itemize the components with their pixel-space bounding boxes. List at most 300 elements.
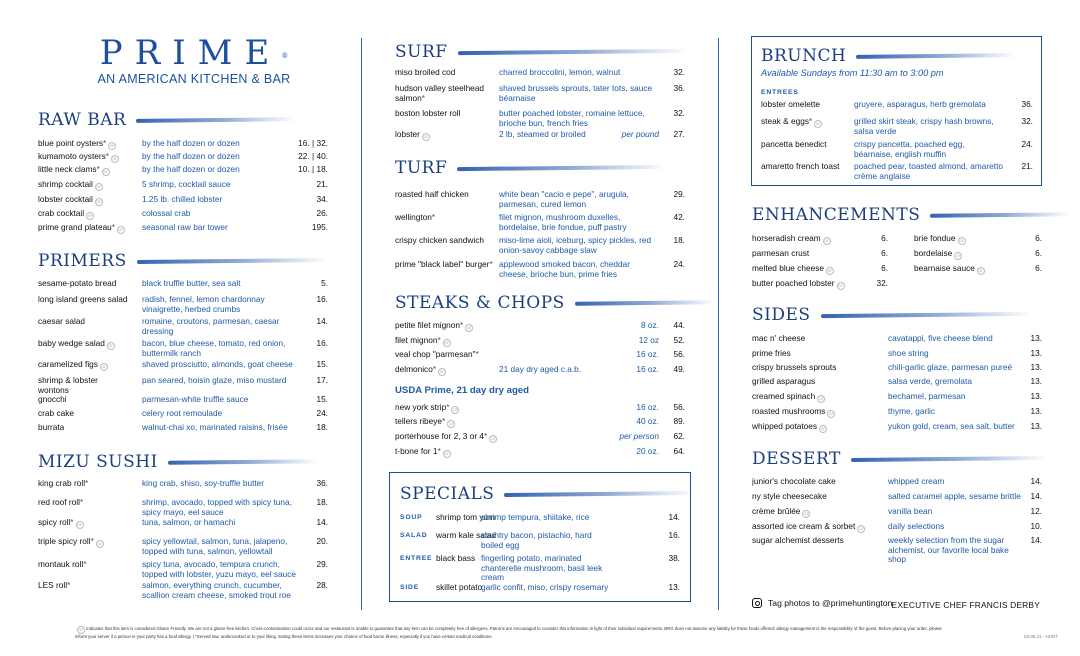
item-name <box>395 417 455 428</box>
brush-stroke <box>458 49 688 55</box>
item-price: 62. <box>673 431 685 441</box>
item-description: colossal crab <box>142 208 191 218</box>
raw-marker: * <box>442 416 446 426</box>
item-name <box>752 507 810 518</box>
section-title-text: STEAKS & CHOPS <box>395 293 565 313</box>
item-name <box>38 339 115 350</box>
item-name-text: creamed spinach <box>752 391 816 401</box>
item-price: 6. <box>881 248 888 258</box>
item-name-text: mac n' cheese <box>752 333 806 343</box>
item-name-text: crispy brussels sprouts <box>752 362 837 372</box>
section-title-text: DESSERT <box>752 449 841 469</box>
item-price: 20. <box>316 536 328 546</box>
item-description: cavatappi, five cheese blend <box>888 333 993 343</box>
item-description: parmesan-white truffle sauce <box>142 394 249 404</box>
item-name <box>752 477 836 487</box>
entrees-label: ENTREES <box>761 89 799 96</box>
item-name <box>752 264 834 275</box>
item-price: 10. <box>1030 521 1042 531</box>
item-name-text: lobster <box>395 129 420 139</box>
social-text: Tag photos to @primehuntington <box>768 598 893 608</box>
raw-marker: * <box>421 92 425 103</box>
item-price: 34. <box>316 194 328 204</box>
item-price: 89. <box>673 416 685 426</box>
item-price: 18. <box>316 422 328 432</box>
section-title <box>752 305 1042 325</box>
raw-marker: * <box>484 431 488 441</box>
item-name-text: prime fries <box>752 348 791 358</box>
item-name-text: sesame-potato bread <box>38 278 117 288</box>
item-size: per pound <box>621 129 659 139</box>
section-specials <box>400 484 680 592</box>
section-steaks-chops <box>395 293 685 456</box>
item-name-text: shrimp tom yum <box>436 512 496 522</box>
item-size: 12 oz <box>638 335 659 345</box>
item-description: vanilla bean <box>888 506 933 516</box>
brush-stroke <box>504 491 694 497</box>
item-name <box>752 334 805 344</box>
item-name <box>395 190 469 200</box>
item-name-text: miso broiled cod <box>395 67 456 77</box>
item-description: chili-garlic glaze, parmesan pureé <box>888 362 1013 372</box>
item-name <box>38 395 67 405</box>
item-description: crispy pancetta, poached egg, béarnaise, english muffin <box>854 139 965 159</box>
item-description: yukon gold, cream, sea salt, butter <box>888 421 1015 431</box>
item-description: salsa verde, gremolata <box>888 376 972 386</box>
gluten-friendly-icon: GF <box>108 344 114 348</box>
item-price: 36. <box>1021 99 1033 109</box>
item-price: 36. <box>673 83 685 93</box>
item-description: bacon, blue cheese, tomato, red onion, buttermilk ranch <box>142 338 286 358</box>
gluten-friendly-icon: GF <box>448 422 454 426</box>
section-raw-bar <box>38 110 328 240</box>
item-size: per person <box>619 431 659 441</box>
item-name-text: long island greens salad <box>38 294 128 304</box>
item-description: king crab, shiso, soy-truffle butter <box>142 478 265 488</box>
item-name-text: new york strip <box>395 402 447 412</box>
item-price: 13. <box>1030 376 1042 386</box>
gluten-friendly-icon: GF <box>118 228 124 232</box>
raw-marker: * <box>105 151 110 161</box>
item-price: 32. <box>673 67 685 77</box>
raw-marker: * <box>111 222 116 232</box>
item-name-text: caesar salad <box>38 316 86 326</box>
item-name-text: crème brûlée <box>752 506 801 516</box>
item-description: spicy tuna, avocado, tempura crunch, topped with lobster, yuzu mayo, eel sauce <box>142 559 297 579</box>
item-price: 15. <box>316 394 328 404</box>
item-name-text: amaretto french toast <box>761 161 840 171</box>
item-name-text: petite filet mignon <box>395 320 461 330</box>
item-description: thyme, garlic <box>888 406 936 416</box>
item-price: 17. <box>316 375 328 385</box>
item-name-text: steak & eggs <box>761 116 809 126</box>
item-price: 14. <box>1030 491 1042 501</box>
item-name-text: warm kale salad <box>436 530 496 540</box>
gluten-friendly-icon: GF <box>96 200 102 204</box>
brush-stroke <box>137 258 327 264</box>
item-name <box>752 536 844 546</box>
item-name-text: bordelaise <box>914 248 953 258</box>
gluten-friendly-icon: GF <box>959 239 964 243</box>
section-title-text: PRIMERS <box>38 251 127 271</box>
item-price: 44. <box>673 320 685 330</box>
item-name-text: prime "black label" burger <box>395 259 490 269</box>
item-size: 16 oz. <box>636 349 659 359</box>
item-name-text: crab cocktail <box>38 208 85 218</box>
brush-stroke <box>856 53 1016 59</box>
item-name <box>914 264 985 275</box>
item-name <box>761 100 820 110</box>
item-name <box>752 522 865 533</box>
item-name-text: little neck clams <box>38 164 97 174</box>
item-name-text: wellington <box>395 212 432 222</box>
item-name <box>395 84 495 103</box>
item-name <box>38 295 127 305</box>
item-name-text: bearnaise sauce <box>914 263 975 273</box>
section-title <box>38 251 328 271</box>
section-primers <box>38 251 328 432</box>
item-name <box>395 350 479 360</box>
item-name <box>761 140 827 150</box>
raw-marker: * <box>446 402 450 412</box>
gluten-friendly-icon: GF <box>97 542 103 546</box>
item-price: 18. <box>316 497 328 507</box>
section-title-text: BRUNCH <box>761 46 847 66</box>
brunch-availability: Available Sundays from 11:30 am to 3:00 pm <box>761 68 944 78</box>
item-description: daily selections <box>888 521 945 531</box>
item-name-text: shrimp & lobster wontons <box>38 375 98 395</box>
raw-marker: * <box>808 116 813 126</box>
gluten-friendly-icon: GF <box>444 341 450 345</box>
item-price: 12. <box>1030 506 1042 516</box>
item-size: 16 oz. <box>636 402 659 412</box>
item-name <box>395 403 459 414</box>
item-name-text: skillet potato <box>436 582 483 592</box>
gluten-friendly-icon: GF <box>444 452 450 456</box>
gluten-friendly-icon: GF <box>101 365 107 369</box>
social-tag <box>752 598 892 608</box>
item-name <box>914 234 966 245</box>
item-name <box>38 581 70 591</box>
item-description: by the half dozen or dozen <box>142 164 240 174</box>
item-name <box>38 139 116 150</box>
item-price: 13. <box>668 582 680 592</box>
enhancements-right <box>914 205 1042 305</box>
item-name <box>38 195 103 206</box>
column-divider <box>361 38 362 610</box>
item-price: 32. <box>673 108 685 118</box>
item-description: 2 lb, steamed or broiled <box>499 129 586 139</box>
raw-marker: * <box>437 446 441 456</box>
item-price: 64. <box>673 446 685 456</box>
gluten-friendly-icon: GF <box>978 269 984 273</box>
raw-marker: * <box>475 349 479 359</box>
brush-stroke <box>136 117 296 123</box>
item-name-text: roasted mushrooms <box>752 406 826 416</box>
item-price: 13. <box>1030 333 1042 343</box>
raw-marker: * <box>103 138 107 148</box>
item-name-text: LES roll <box>38 580 68 590</box>
item-size: 8 oz. <box>641 320 659 330</box>
item-price: 27. <box>673 129 685 139</box>
item-name <box>38 209 94 220</box>
section-title <box>752 449 1042 469</box>
item-name-text: red roof roll <box>38 497 80 507</box>
item-name-text: lobster cocktail <box>38 194 93 204</box>
item-size: 16 oz. <box>636 364 659 374</box>
item-price: 16. <box>316 294 328 304</box>
item-name-text: lobster omelette <box>761 99 821 109</box>
section-title-text: SURF <box>395 42 448 62</box>
item-name-text: triple spicy roll <box>38 536 91 546</box>
item-price: 32. <box>876 278 888 288</box>
item-description: charred broccolini, lemon, walnut <box>499 67 621 77</box>
item-name-text: gnocchi <box>38 394 67 404</box>
item-price: 24. <box>673 259 685 269</box>
section-title <box>400 484 680 504</box>
gluten-friendly-icon: GF <box>838 284 844 288</box>
item-description: country bacon, pistachio, hard boiled egg <box>481 530 592 550</box>
item-price: 6. <box>1035 263 1042 273</box>
item-name-text: melted blue cheese <box>752 263 824 273</box>
item-description: shrimp, avocado, topped with spicy tuna, spicy mayo, eel sauce <box>142 497 292 517</box>
item-name <box>38 560 86 570</box>
item-name-text: kumamoto oysters <box>38 151 106 161</box>
item-size: 20 oz. <box>636 446 659 456</box>
section-dessert <box>752 449 1042 564</box>
item-name-text: delmonico <box>395 364 433 374</box>
item-name <box>38 423 64 433</box>
brush-stroke <box>168 459 318 465</box>
raw-marker: * <box>460 320 464 330</box>
item-name-text: hudson valley steelhead salmon <box>395 83 485 103</box>
item-description: gruyere, asparagus, herb gremolata <box>854 99 986 109</box>
item-price: 18. <box>673 235 685 245</box>
special-category: ENTREE <box>400 555 433 562</box>
item-price: 42. <box>673 212 685 222</box>
gluten-friendly-icon: GF <box>803 512 809 516</box>
item-price: 13. <box>1030 391 1042 401</box>
item-description: butter poached lobster, romaine lettuce, brioche bun, french fries <box>499 108 645 128</box>
special-category: SALAD <box>400 532 428 539</box>
raw-marker: * <box>432 364 437 374</box>
item-name-text: black bass <box>436 553 476 563</box>
item-name-text: blue point oysters <box>38 138 104 148</box>
item-name-text: tellers ribeye <box>395 416 443 426</box>
executive-chef: EXECUTIVE CHEF FRANCIS DERBY <box>891 600 1040 610</box>
gluten-friendly-icon: GF <box>109 144 115 148</box>
item-name <box>395 130 430 141</box>
item-name <box>38 165 110 176</box>
column-divider <box>718 38 719 610</box>
item-name-text: horseradish cream <box>752 233 821 243</box>
section-title-text: ENHANCEMENTS <box>752 205 921 225</box>
item-name <box>38 152 119 163</box>
raw-marker: * <box>83 559 87 569</box>
item-price: 16. <box>316 338 328 348</box>
usda-label: USDA Prime, 21 day dry aged <box>395 385 530 396</box>
item-price: 21. <box>316 179 328 189</box>
item-name <box>752 249 809 259</box>
item-name <box>38 360 108 371</box>
item-price: 49. <box>673 364 685 374</box>
gluten-friendly-icon: GF <box>815 122 821 126</box>
item-price: 14. <box>668 512 680 522</box>
item-price: 22. | 40. <box>298 151 328 161</box>
item-name-text: caramelized figs <box>38 359 98 369</box>
section-title-text: SPECIALS <box>400 484 495 504</box>
item-name <box>752 407 835 418</box>
item-description: 1.25 lb. chilled lobster <box>142 194 223 204</box>
item-price: 28. <box>316 580 328 590</box>
item-description: shoe string <box>888 348 929 358</box>
section-enhancements <box>752 205 1042 288</box>
instagram-icon <box>752 598 762 608</box>
gluten-friendly-icon: GF <box>820 427 826 431</box>
section-title <box>38 452 328 472</box>
item-price: 13. <box>1030 362 1042 372</box>
item-name <box>752 422 827 433</box>
item-name-text: parmesan crust <box>752 248 810 258</box>
item-name <box>395 109 461 119</box>
item-name <box>38 498 83 508</box>
gluten-friendly-icon: GF <box>423 135 429 139</box>
item-name-text: roasted half chicken <box>395 189 469 199</box>
item-price: 6. <box>881 263 888 273</box>
section-title <box>38 110 328 130</box>
section-title-text: MIZU SUSHI <box>38 452 158 472</box>
section-title <box>761 46 1033 66</box>
item-name <box>395 260 493 270</box>
item-price: 16. | 32. <box>298 138 328 148</box>
item-name <box>38 537 104 548</box>
item-name <box>38 479 88 489</box>
gluten-friendly-icon: GF <box>828 412 834 416</box>
item-price: 6. <box>881 233 888 243</box>
item-description: bechamel, parmesan <box>888 391 966 401</box>
item-name <box>436 583 482 593</box>
item-price: 29. <box>673 189 685 199</box>
item-name <box>395 432 497 443</box>
item-description: romaine, croutons, parmesan, caesar dressing <box>142 316 280 336</box>
section-title-text: SIDES <box>752 305 811 325</box>
item-price: 14. <box>1030 476 1042 486</box>
item-price: 24. <box>316 408 328 418</box>
print-stamp: 03.05.21 - HUNT <box>1023 634 1058 639</box>
enhancements-left <box>752 205 888 305</box>
raw-marker: * <box>489 259 493 269</box>
item-name <box>752 349 791 359</box>
item-description: 5 shrimp, cocktail sauce <box>142 179 231 189</box>
item-name <box>752 392 825 403</box>
item-name-text: junior's chocolate cake <box>752 476 836 486</box>
item-description: pan seared, hoisin glaze, miso mustard <box>142 375 287 385</box>
item-name-text: veal chop "parmesan" <box>395 349 476 359</box>
item-name <box>395 447 451 458</box>
brush-stroke <box>457 165 667 171</box>
item-price: 52. <box>673 335 685 345</box>
gluten-friendly-icon: GF <box>439 370 445 374</box>
gluten-friendly-icon: GF <box>955 254 961 258</box>
raw-marker: * <box>431 212 436 222</box>
item-price: 10. | 18. <box>298 164 328 174</box>
item-price: 13. <box>1030 421 1042 431</box>
gluten-friendly-icon: GF <box>824 239 830 243</box>
item-name-text: ny style cheesecake <box>752 491 827 501</box>
gluten-friendly-icon: GF <box>490 437 496 441</box>
section-mizu-sushi <box>38 452 328 600</box>
item-description: by the half dozen or dozen <box>142 138 240 148</box>
item-price: 26. <box>316 208 328 218</box>
item-name <box>38 317 85 327</box>
gluten-friendly-icon: GF <box>466 326 472 330</box>
gluten-friendly-icon: GF <box>103 170 109 174</box>
item-price: 56. <box>673 349 685 359</box>
item-size: 40 oz. <box>636 416 659 426</box>
item-name <box>38 223 125 234</box>
section-brunch <box>761 46 1033 181</box>
gluten-friendly-icon: GF <box>827 269 833 273</box>
item-price: 195. <box>311 222 328 232</box>
item-name <box>761 162 839 172</box>
item-name-text: filet mignon <box>395 335 438 345</box>
item-name-text: sugar alchemist desserts <box>752 535 844 545</box>
item-name <box>38 518 84 529</box>
raw-marker: * <box>70 517 74 527</box>
item-name <box>38 409 74 419</box>
item-description: shaved prosciutto, almonds, goat cheese <box>142 359 293 369</box>
raw-marker: * <box>67 580 71 590</box>
item-description: spicy yellowtail, salmon, tuna, jalapeno, topped with tuna, salmon, yellowtail <box>142 536 288 556</box>
section-title-text: TURF <box>395 158 448 178</box>
item-name-text: montauk roll <box>38 559 84 569</box>
item-price: 15. <box>316 359 328 369</box>
allergen-disclaimer: GF Indicates that this item is considered Gluten Friendly. We are not a gluten-free kitchen. Cross-contamination could occur and our restaurant is unable to guarantee that any item can be completely free of allergens. Patrons are encouraged to consider this information in light of their individual requirements. BRG does not assume any liability for these foods offered; allergy management is the responsibility of the guest. Before placing your order, please inform your server if a person in your party has a food allergy. | *Served raw, undercooked or to your liking. Eating these items increases your chance of food borne illness, especially if you have certain medical conditions. <box>75 626 942 639</box>
item-price: 29. <box>316 559 328 569</box>
gluten-friendly-icon: GF <box>78 628 84 632</box>
item-name-text: boston lobster roll <box>395 108 461 118</box>
section-title-text: RAW BAR <box>38 110 127 130</box>
gluten-friendly-icon: GF <box>452 408 458 412</box>
item-name <box>752 363 836 373</box>
item-description: poached pear, toasted almond, amaretto crème anglaise <box>854 161 1003 181</box>
gluten-friendly-icon: GF <box>112 157 118 161</box>
item-name <box>436 554 475 564</box>
item-description: fingerling potato, marinated chanterelle mushroom, basil leek cream <box>481 553 603 582</box>
item-description: by the half dozen or dozen <box>142 151 240 161</box>
gluten-friendly-icon: GF <box>96 185 102 189</box>
item-description: celery root remoulade <box>142 408 223 418</box>
section-title <box>395 158 685 178</box>
special-category: SIDE <box>400 584 420 591</box>
item-name <box>38 376 118 395</box>
item-description: salmon, everything crunch, cucumber, scallion cream cheese, smoked trout roe <box>142 580 291 600</box>
item-name <box>752 492 827 502</box>
item-description: applewood smoked bacon, cheddar cheese, brioche bun, prime fries <box>499 259 630 279</box>
gluten-friendly-icon: GF <box>818 397 824 401</box>
item-price: 13. <box>1030 406 1042 416</box>
item-price: 14. <box>316 517 328 527</box>
gluten-friendly-icon: GF <box>858 527 864 531</box>
item-name <box>395 213 435 223</box>
item-name-text: baby wedge salad <box>38 338 105 348</box>
item-description: filet mignon, mushroom duxelles, bordelaise, brie fondue, puff pastry <box>499 212 627 232</box>
raw-marker: * <box>79 497 84 507</box>
item-name <box>395 336 451 347</box>
item-price: 24. <box>1021 139 1033 149</box>
item-name-text: pancetta benedict <box>761 139 827 149</box>
item-description: tuna, salmon, or hamachi <box>142 517 236 527</box>
